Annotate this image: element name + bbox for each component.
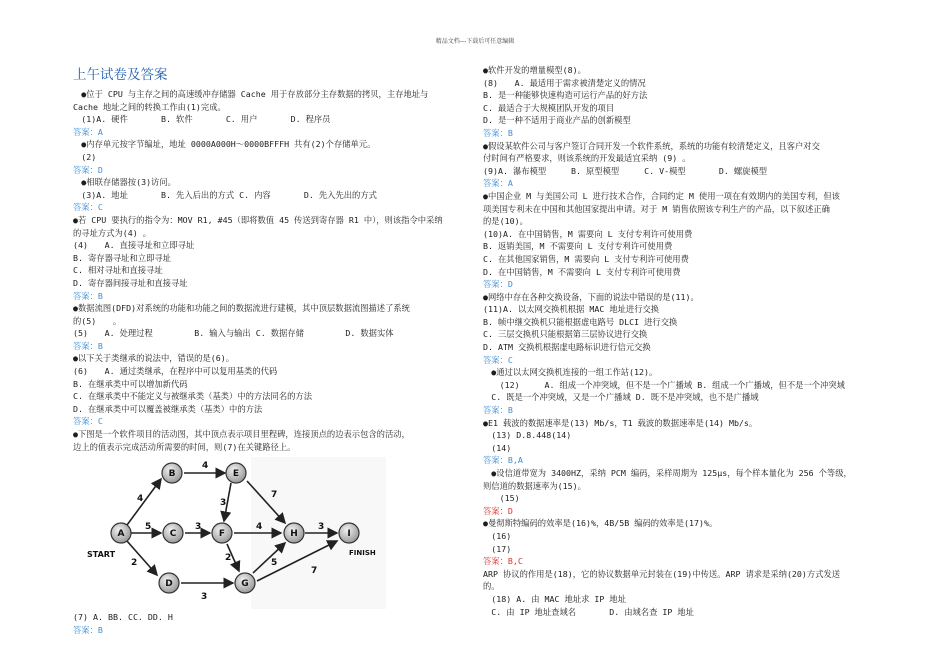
node-label-h: H [290, 529, 298, 540]
question-line: (5) A. 处理过程 B. 输入与输出 C. 数据存储 D. 数据实体 [73, 328, 394, 339]
question-line: (3)A. 地址 B. 先入后出的方式 C. 内容 D. 先入先出的方式 [73, 189, 377, 200]
question-line: B. 帧中继交换机只能根据虚电路号 DLCI 进行交换 [483, 316, 678, 327]
answer-line: 答案：A [73, 126, 103, 137]
start-label: START [87, 550, 116, 560]
question-line: C. 在继承类中不能定义与被继承类（基类）中的方法同名的方法 [73, 391, 313, 402]
weight-a-c: 5 [145, 522, 152, 533]
question-line: (12) A. 组成一个冲突域，但不是一个广播域 B. 组成一个广播域，但不是一个冲突域 [483, 379, 845, 390]
question-line: ●若 CPU 要执行的指令为：MOV R1, #45（即将数值 45 传送到寄存器 R1 中），则该指令中采纳 [73, 214, 443, 225]
answer-line: 答案：B [483, 405, 513, 416]
question-line: C. 由 IP 地址查域名 D. 由域名查 IP 地址 [483, 606, 694, 617]
question-line: C. 相对寻址和直接寻址 [73, 265, 163, 276]
node-label-i: I [347, 529, 351, 540]
question-line: (6) A. 通过类继承，在程序中可以复用基类的代码 [73, 366, 278, 377]
right-question-list [483, 64, 883, 618]
answer-line: 答案：C [73, 416, 103, 427]
answer-line: 答案：C [73, 202, 103, 213]
question-line: C. 三层交换机只能根据第三层协议进行交换 [483, 329, 648, 340]
question-line: D. 寄存器间接寻址和直接寻址 [73, 277, 188, 288]
answer-line: 答案：A [483, 178, 513, 189]
right-column [483, 64, 883, 618]
question-line: ●相联存储器按(3)访问。 [73, 177, 176, 188]
answer-line: 答案：D [73, 164, 103, 175]
question-line: (4) A. 直接寻址和立即寻址 [73, 240, 195, 251]
answer-line: 答案：B,A [483, 455, 523, 466]
question-line: 项美国专利未在中国和其他国家提出申请。对于 M 销售依照该专利生产的产品，以下叙述正确 [483, 203, 830, 214]
edge-a-b [127, 479, 161, 525]
node-label-e: E [232, 469, 240, 480]
answer-line: 答案：D [483, 505, 513, 516]
question-line: B. 是一种能够快速构造可运行产品的好方法 [483, 90, 648, 101]
answer-line: 答案：B [73, 290, 103, 301]
node-label-f: F [218, 529, 226, 540]
weight-g-i: 7 [311, 566, 318, 577]
weight-a-d: 2 [131, 558, 138, 569]
activity-diagram [81, 457, 386, 609]
question-line: (1)A. 硬件 B. 软件 C. 用户 D. 程序员 [73, 114, 331, 125]
answer-line: 答案：B [483, 127, 513, 138]
answer-line: 答案：B [73, 624, 103, 635]
question-line: (13) D.8.448(14) [483, 430, 572, 441]
question-line: C. 既是一个冲突域，又是一个广播域 D. 既不是冲突域，也不是广播域 [483, 392, 759, 403]
weight-f-h: 4 [256, 522, 263, 533]
page-title: 上午试卷及答案 [73, 67, 168, 83]
question-line: (10)A. 在中国销售，M 需要向 L 支付专利许可使用费 [483, 228, 693, 239]
weight-c-f: 3 [195, 522, 202, 533]
question-line: (16) [483, 530, 512, 541]
question-line: (18) A. 由 MAC 地址求 IP 地址 [483, 593, 626, 604]
question-line: 的。 [483, 581, 500, 592]
question-line: D. 是一种不适用于商业产品的创新模型 [483, 115, 631, 126]
activity-diagram-svg [81, 457, 386, 609]
weight-h-i: 3 [318, 522, 325, 533]
question-line: C. 最适合于大规模团队开发的项目 [483, 102, 615, 113]
question-line: (8) A. 最适用于需求被清楚定义的情况 [483, 77, 646, 88]
question-line: B. 在继承类中可以增加新代码 [73, 378, 188, 389]
question-line: ●E1 载波的数据速率是(13) Mb/s，T1 载波的数据速率是(14) Mb/s。 [483, 417, 758, 428]
question-line: ●通过以太网交换机连接的一组工作站(12)。 [483, 367, 658, 378]
finish-label: FINISH [349, 549, 376, 558]
question-line: ●以下关于类继承的说法中，错误的是(6)。 [73, 353, 235, 364]
node-label-g: G [241, 579, 249, 590]
question-line: ●位于 CPU 与主存之间的高速缓冲存储器 Cache 用于存放部分主存数据的拷贝，主存地址与 [73, 89, 429, 99]
node-label-c: C [169, 529, 177, 540]
answer-line: 答案：D [483, 279, 513, 290]
question-line: B. 返销美国，M 不需要向 L 支付专利许可使用费 [483, 241, 673, 252]
weight-d-g: 3 [201, 592, 208, 603]
weight-a-b: 4 [137, 494, 144, 505]
question-line: 的(5) 。 [73, 315, 122, 326]
question-line: 则信道的数据速率为(15)。 [483, 480, 586, 491]
question-line: ●内存单元按字节编址，地址 0000A000H～0000BFFFH 共有(2)个存储单元。 [73, 139, 376, 150]
question-line: (14) [483, 442, 512, 453]
question-line: D. 在中国销售，M 不需要向 L 支付专利许可使用费 [483, 266, 681, 277]
question-line: (2) [73, 151, 97, 162]
weight-g-h: 5 [271, 558, 278, 569]
question-line: D. ATM 交换机根据虚电路标识进行信元交换 [483, 342, 651, 353]
answer-line: 答案：C [483, 354, 513, 365]
weight-e-h: 7 [271, 490, 278, 501]
question-line: 的寻址方式为(4) 。 [73, 227, 152, 238]
question-line: 边上的值表示完成活动所需要的时间，则(7)在关键路径上。 [73, 441, 296, 452]
left-question-list [73, 88, 468, 453]
question-line: (15) [483, 493, 520, 504]
question-line: ●数据流图(DFD)对系统的功能和功能之间的数据流进行建模，其中顶层数据流图描述了系统 [73, 303, 410, 314]
question-line: ●下图是一个软件项目的活动图，其中顶点表示项目里程碑，连接顶点的边表示包含的活动， [73, 429, 410, 440]
question-line: ARP 协议的作用是(18)，它的协议数据单元封装在(19)中传送。ARP 请求是采纳(20)方式发送 [483, 568, 841, 579]
question-line: ●中国企业 M 与美国公司 L 进行技术合作，合同约定 M 使用一项在有效期内的美国专利，但该 [483, 190, 840, 201]
question-line: 付时间有严格要求，则该系统的开发最适宜采纳 (9) 。 [483, 153, 691, 164]
question-line: ●设信道带宽为 3400HZ，采纳 PCM 编码，采样周期为 125μs，每个样本量化为 256 个等级， [483, 468, 852, 478]
question-line: Cache 地址之间的转换工作由(1)完成。 [73, 101, 226, 112]
weight-e-f: 3 [220, 498, 227, 509]
question-line: ●假设某软件公司与客户签订合同开发一个软件系统，系统的功能有较清楚定义，且客户对交 [483, 140, 820, 151]
node-label-b: B [168, 469, 176, 480]
question-line: 的是(10)。 [483, 216, 528, 227]
left-after-figure [73, 611, 468, 636]
question-line: ●网络中存在各种交换设备，下面的说法中错误的是(11)。 [483, 291, 699, 302]
question-line: (9)A. 瀑布模型 B. 原型模型 C. V-模型 D. 螺旋模型 [483, 165, 768, 176]
weight-b-e: 4 [202, 461, 209, 472]
question-line: (17) [483, 543, 512, 554]
weight-f-g: 2 [225, 553, 232, 564]
question-line: (11)A. 以太网交换机根据 MAC 地址进行交换 [483, 304, 660, 315]
answer-line: 答案：B,C [483, 556, 523, 567]
question-line: ●曼彻斯特编码的效率是(16)%，4B/5B 编码的效率是(17)%。 [483, 518, 718, 529]
question-line: D. 在继承类中可以覆盖被继承类（基类）中的方法 [73, 403, 263, 414]
page-header-note: 精品文档---下载后可任意编辑 [435, 38, 515, 45]
left-column [73, 64, 468, 636]
node-label-a: A [117, 529, 125, 540]
question-line: B. 寄存器寻址和立即寻址 [73, 252, 171, 263]
question-line: ●软件开发的增量模型(8)。 [483, 65, 586, 75]
node-label-d: D [165, 579, 173, 590]
question-line: C. 在其他国家销售，M 需要向 L 支付专利许可使用费 [483, 253, 689, 264]
question-line: (7) A. BB. CC. DD. H [73, 612, 173, 623]
answer-line: 答案：B [73, 340, 103, 351]
